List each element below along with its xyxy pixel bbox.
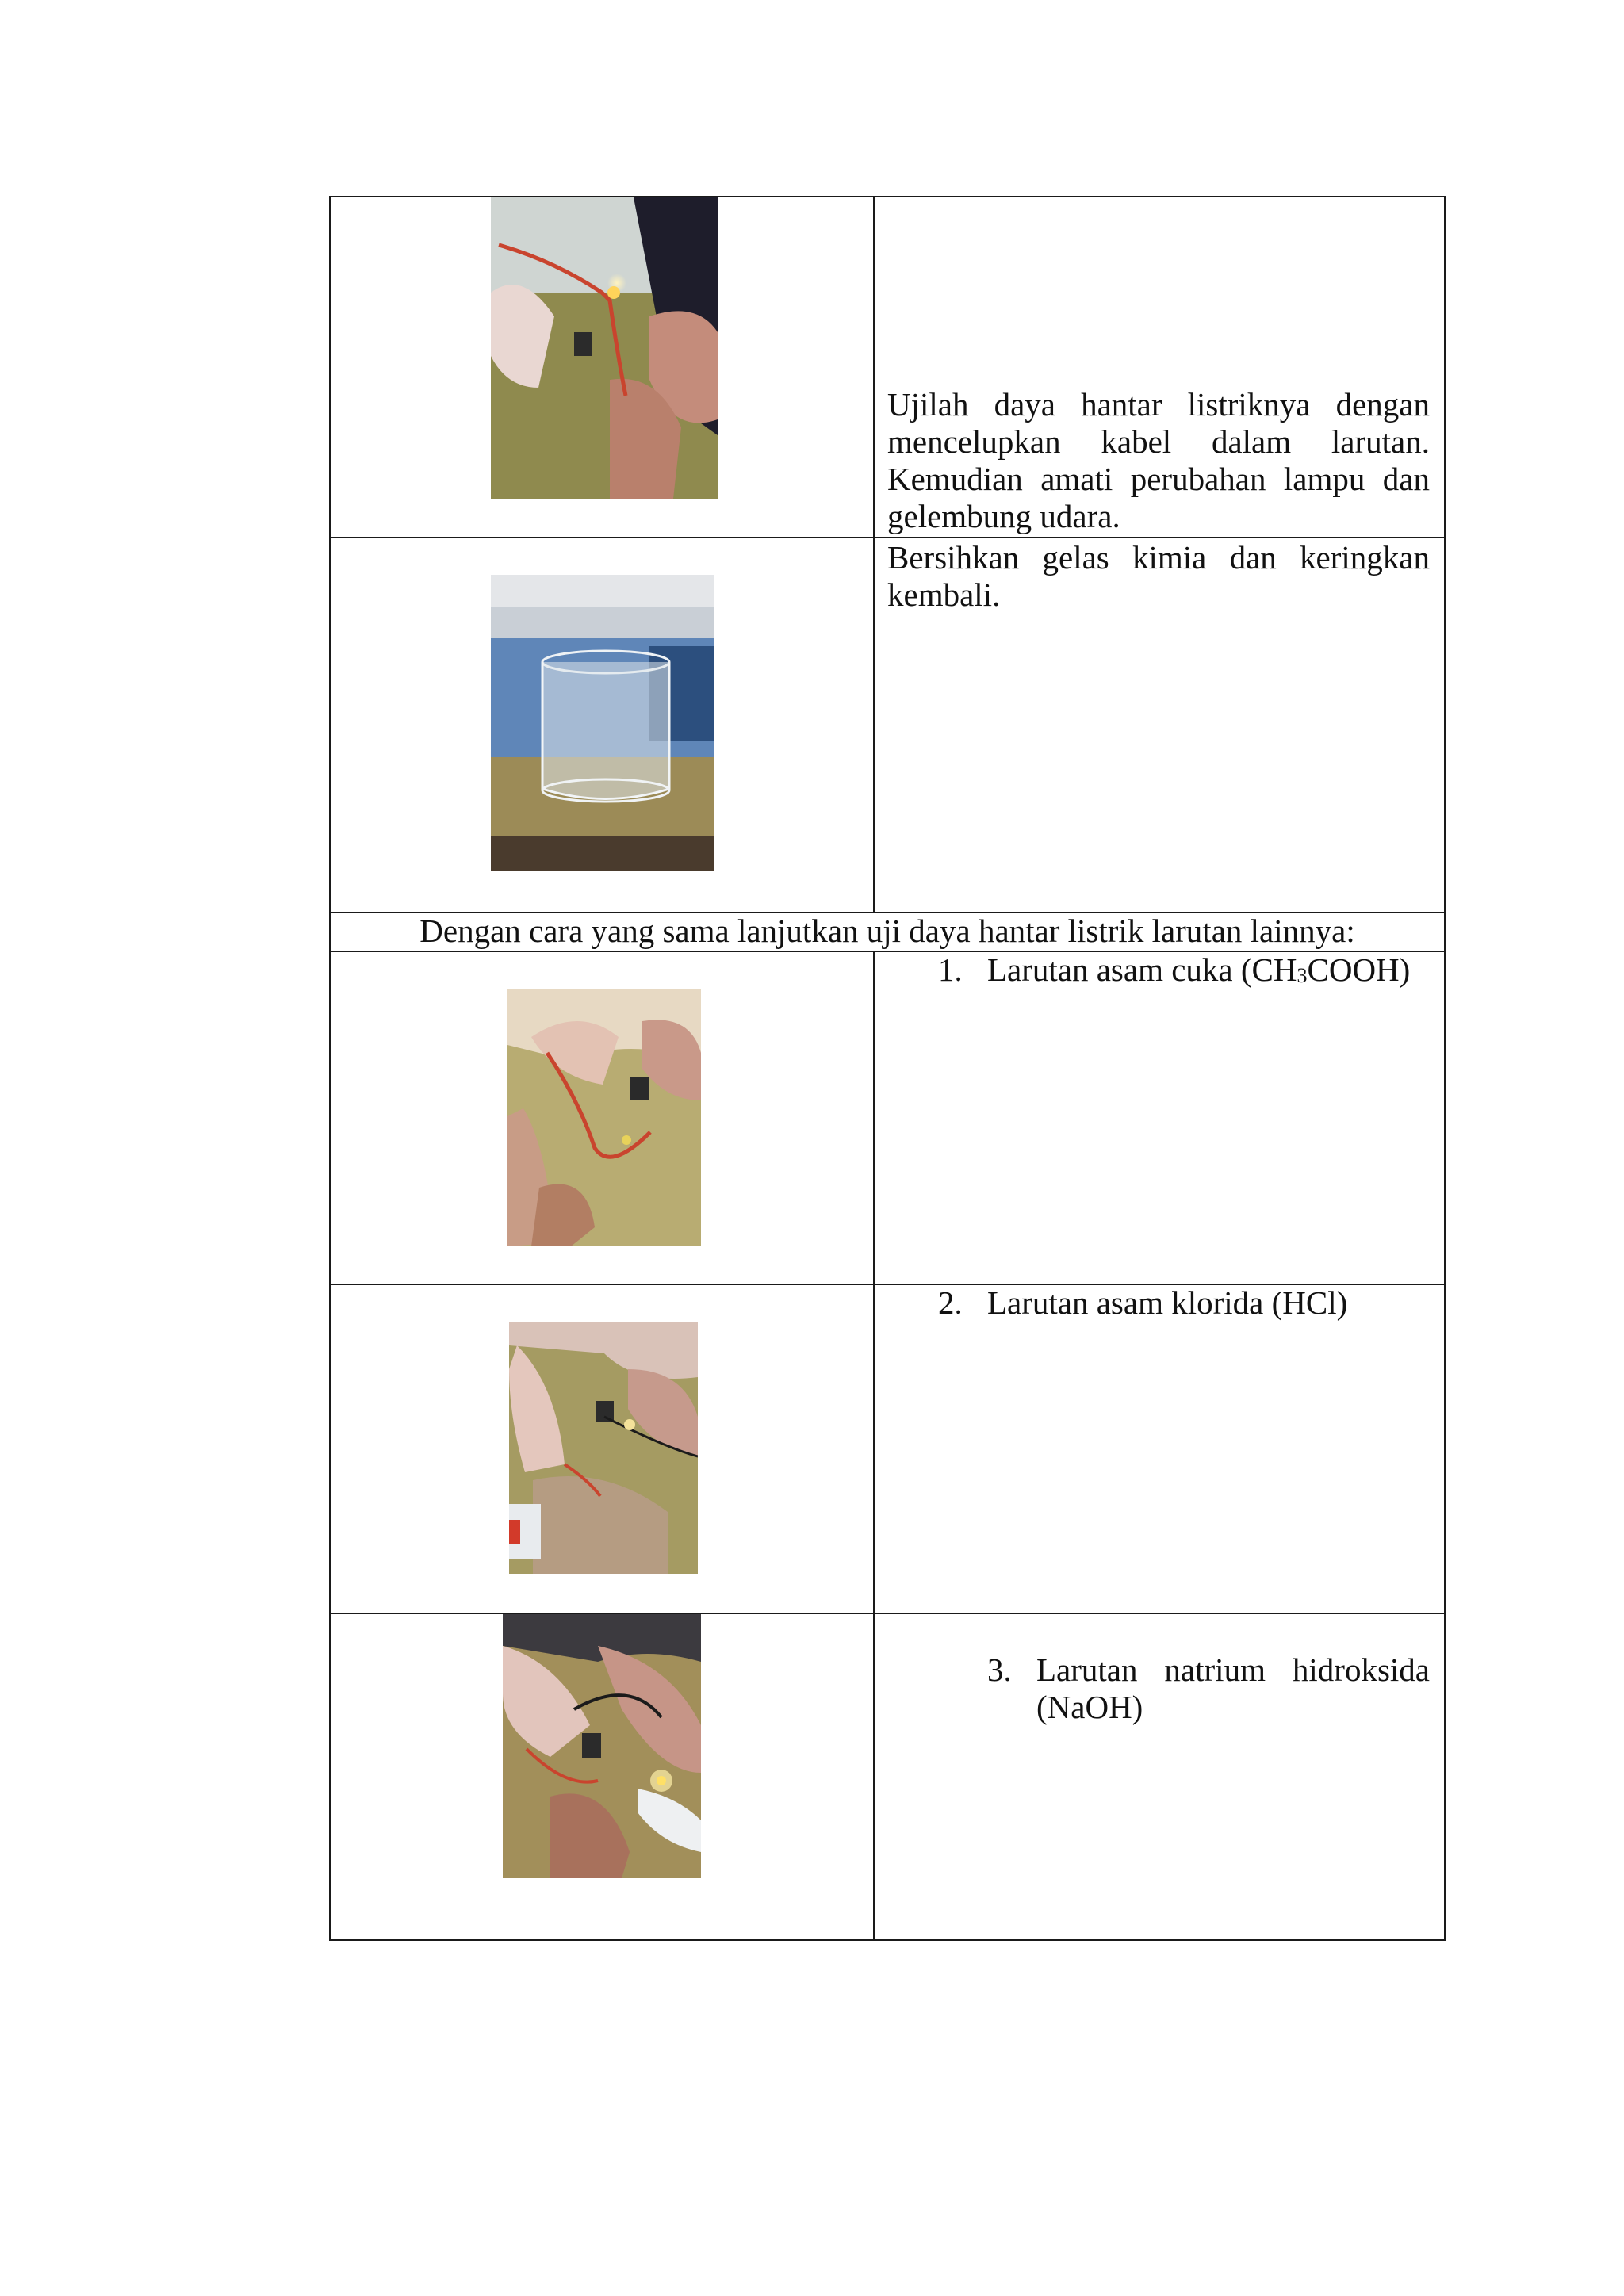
row-divider — [329, 537, 1446, 538]
solution-name-line: (NaOH) — [1036, 1689, 1143, 1725]
column-divider — [873, 951, 875, 1941]
column-divider — [873, 196, 875, 913]
step-instruction-line: Kemudian amati perubahan lampu dan — [887, 461, 1430, 497]
list-number: 1. — [938, 951, 963, 988]
table-border-bottom — [329, 1939, 1446, 1941]
photo-testing-conductivity-with-lamp — [491, 197, 718, 499]
photo-acetic-acid-test — [508, 989, 701, 1246]
procedure-table — [329, 196, 1446, 1941]
solution-name: Larutan asam klorida (HCl) — [987, 1284, 1348, 1321]
solution-name: Larutan asam cuka $(CH_3COOH)$ — [987, 951, 1411, 988]
list-number: 2. — [938, 1284, 963, 1321]
list-number: 3. — [987, 1651, 1012, 1688]
section-note: Dengan cara yang sama lanjutkan uji daya hantar listrik larutan lainnya: — [419, 913, 1355, 949]
row-divider — [329, 1613, 1446, 1614]
photo-sodium-hydroxide-test — [503, 1614, 701, 1878]
step-instruction-line: gelembung udara. — [887, 498, 1120, 534]
solution-name-line: Larutan natrium hidroksida — [1036, 1651, 1430, 1688]
table-border-right — [1444, 196, 1446, 1941]
photo-clean-beaker — [491, 575, 714, 871]
table-border-left — [329, 196, 331, 1941]
step-instruction-line: kembali. — [887, 576, 1001, 613]
step-instruction-line: Ujilah daya hantar listriknya dengan — [887, 386, 1430, 423]
step-instruction-line: Bersihkan gelas kimia dan keringkan — [887, 539, 1430, 576]
photo-hydrochloric-acid-test — [509, 1322, 698, 1574]
step-instruction-line: mencelupkan kabel dalam larutan. — [887, 423, 1430, 460]
